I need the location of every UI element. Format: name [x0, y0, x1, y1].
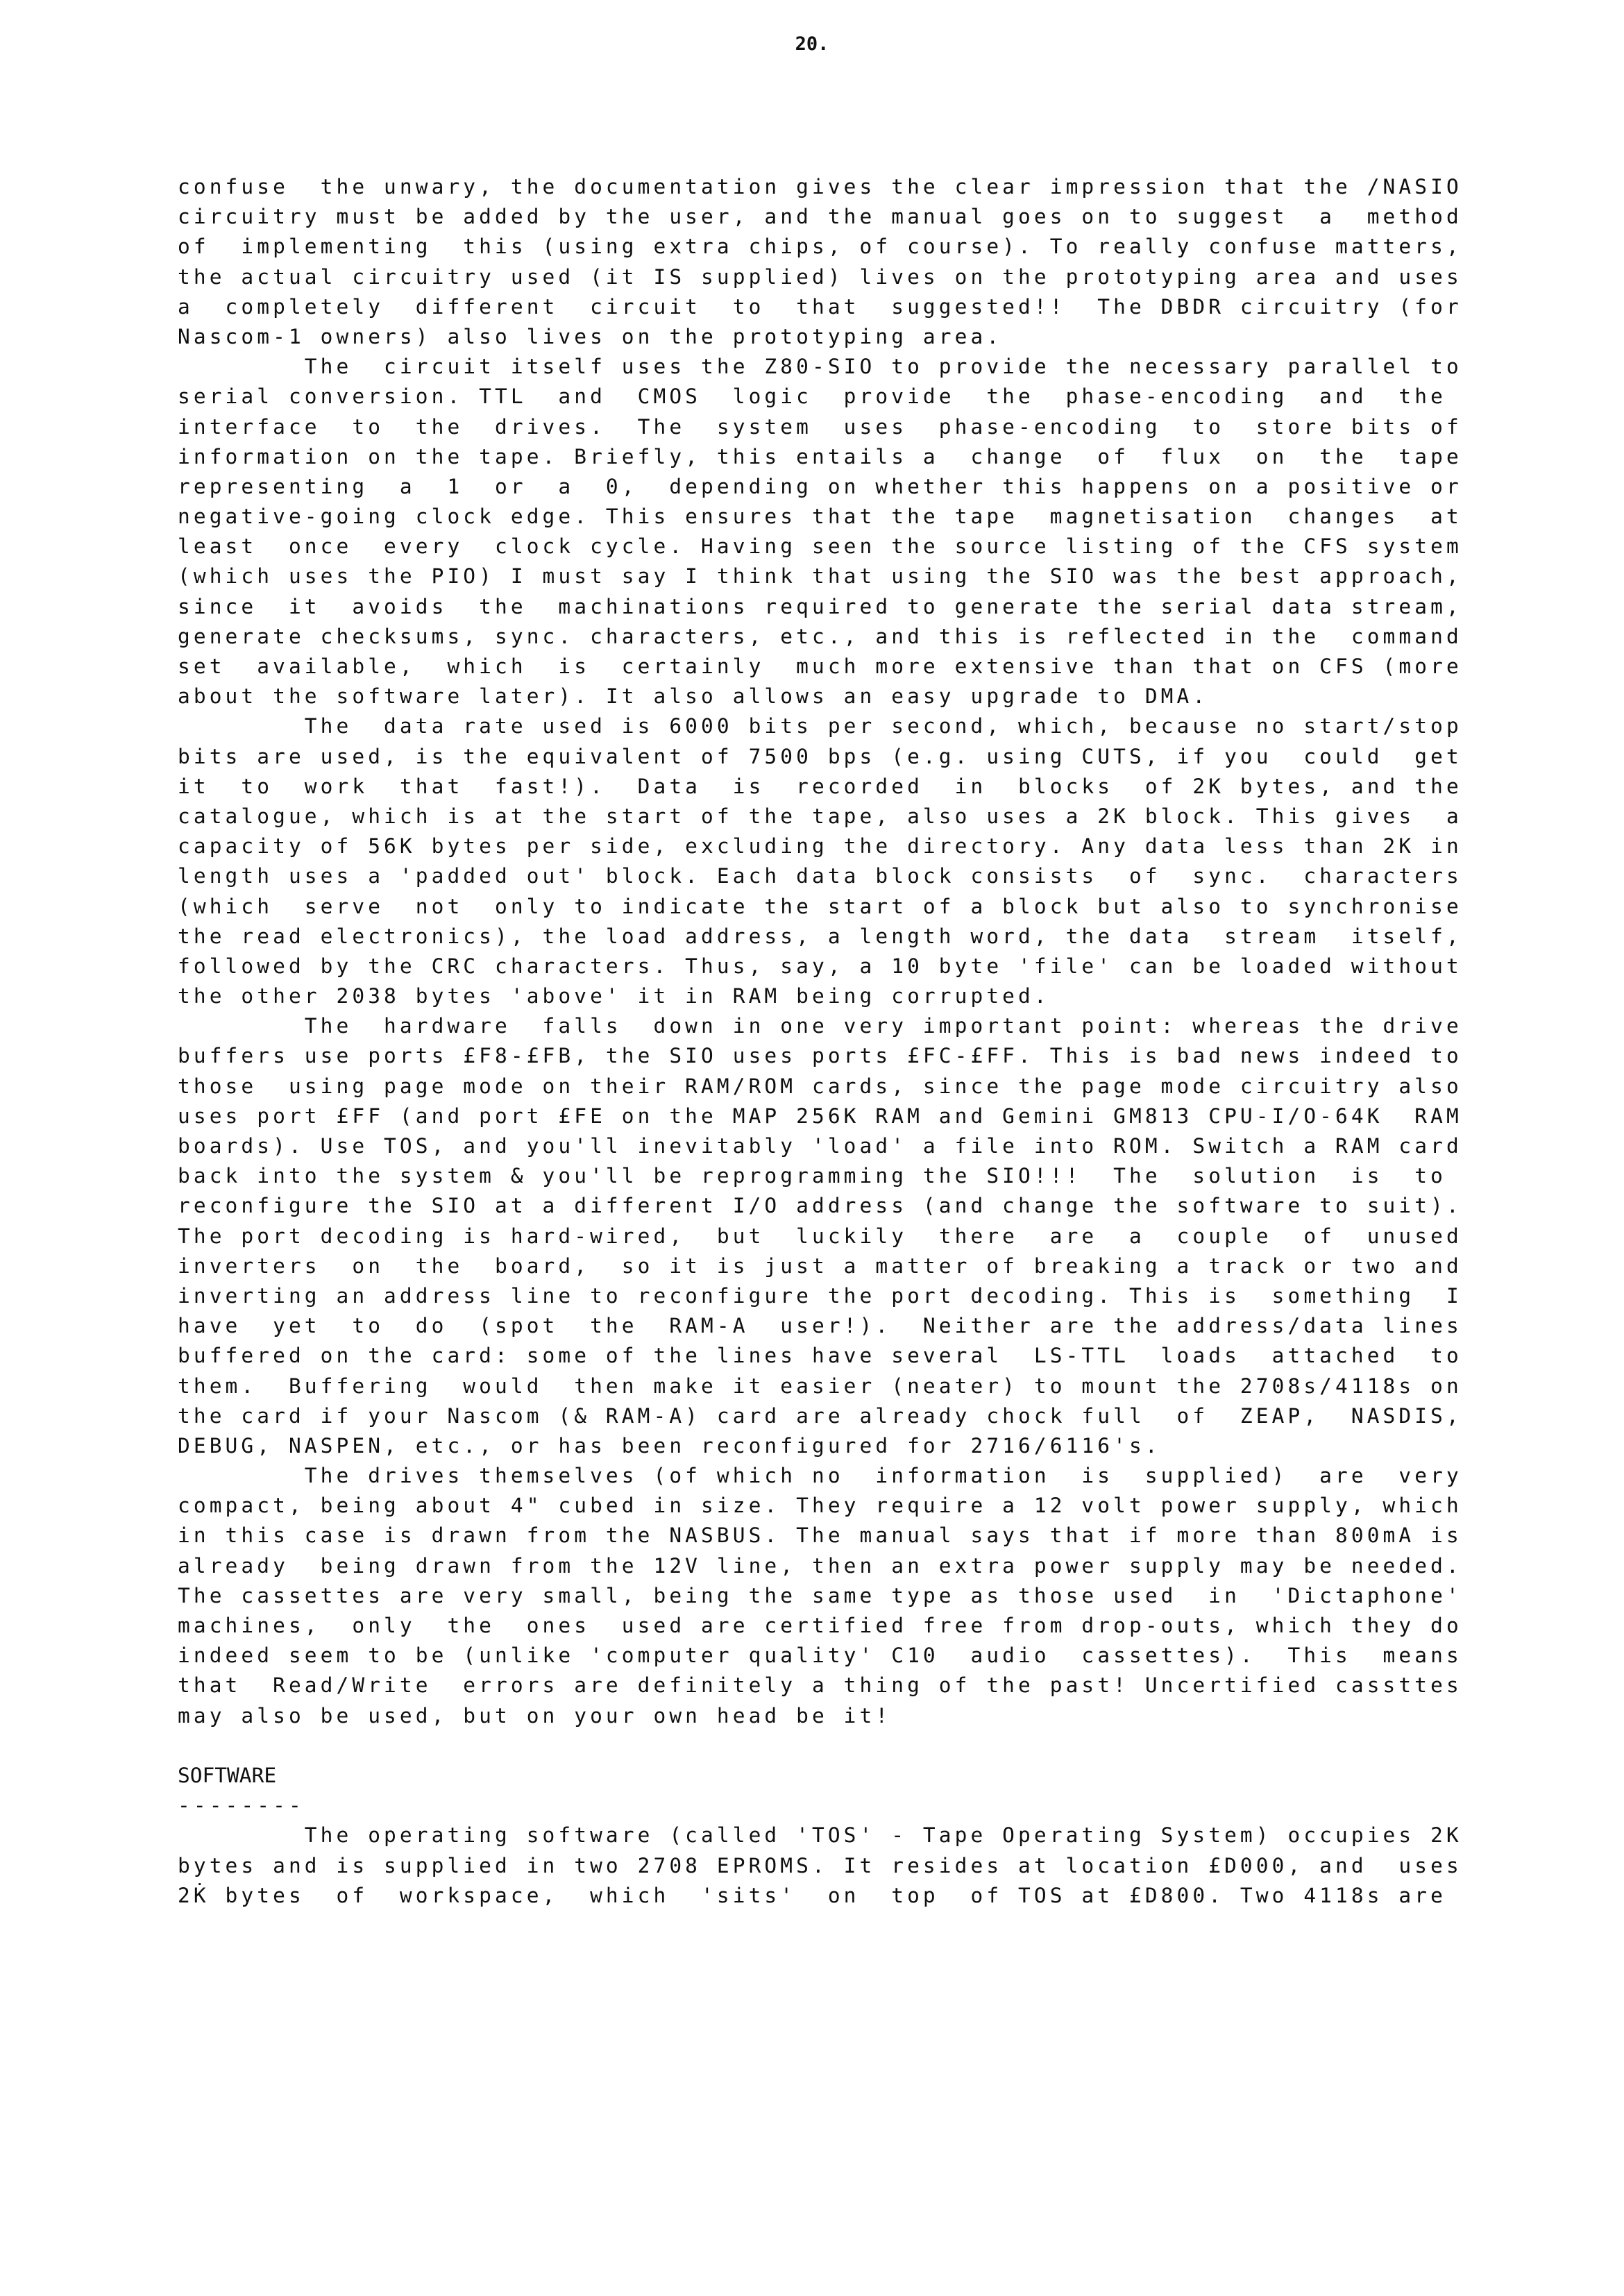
text-line: followed by the CRC characters. Thus, say, a 10 byte 'file' can be loaded without — [178, 954, 1462, 978]
text-line: back into the system & you'll be reprogramming the SIO!!! The solution is to — [178, 1164, 1446, 1188]
text-line: set available, which is certainly much more extensive than that on CFS (more — [178, 655, 1462, 678]
text-line: the actual circuitry used (it IS supplied) lives on the prototyping area and uses — [178, 264, 1462, 289]
paragraph-hardware — [178, 1011, 1462, 1461]
text-line: generate checksums, sync. characters, etc., and this is reflected in the command — [178, 624, 1462, 648]
text-line: 2K̇ bytes of workspace, which 'sits' on top of TOS at £D800. Two 4118s are — [178, 1883, 1446, 1907]
text-line: least once every clock cycle. Having seen the source listing of the CFS system — [178, 534, 1462, 559]
text-line: interface to the drives. The system uses phase-encoding to store bits of — [178, 414, 1462, 439]
text-line: representing a 1 or a 0, depending on whether this happens on a positive or — [178, 474, 1462, 498]
text-line: already being drawn from the 12V line, then an extra power supply may be needed. — [178, 1553, 1462, 1578]
text-line: uses port £FF (and port £FE on the MAP 256K RAM and Gemini GM813 CPU-I/O-64K RAM — [178, 1104, 1462, 1128]
body-text-block — [178, 172, 1462, 1911]
text-line: The port decoding is hard-wired, but luckily there are a couple of unused — [178, 1224, 1462, 1248]
text-line: catalogue, which is at the start of the tape, also uses a 2K block. This gives a — [178, 804, 1462, 828]
text-line: length uses a 'padded out' block. Each data block consists of sync. characters — [178, 864, 1462, 888]
paragraph-circuit — [178, 352, 1462, 711]
text-line: may also be used, but on your own head be it! — [178, 1703, 892, 1728]
text-line: bits are used, is the equivalent of 7500 bps (e.g. using CUTS, if you could get — [178, 744, 1462, 768]
paragraph-drives — [178, 1461, 1462, 1731]
text-line: Nascom-1 owners) also lives on the prototyping area. — [178, 324, 1003, 348]
text-line: compact, being about 4" cubed in size. They require a 12 volt power supply, which — [178, 1494, 1462, 1518]
text-line: that Read/Write errors are definitely a thing of the past! Uncertified cassttes — [178, 1673, 1462, 1698]
text-line: in this case is drawn from the NASBUS. The manual says that if more than 800mA is — [178, 1523, 1462, 1548]
text-line: (which serve not only to indicate the start of a block but also to synchronise — [178, 894, 1462, 918]
text-line: inverting an address line to reconfigure the port decoding. This is something I — [178, 1283, 1462, 1308]
text-line: them. Buffering would then make it easier (neater) to mount the 2708s/4118s on — [178, 1374, 1462, 1398]
text-line: the other 2038 bytes 'above' it in RAM being corrupted. — [178, 984, 1050, 1008]
text-line: buffers use ports £F8-£FB, the SIO uses ports £FC-£FF. This is bad news indeed to — [178, 1044, 1462, 1068]
text-line: bytes and is supplied in two 2708 EPROMS. It resides at location £D000, and uses — [178, 1853, 1462, 1877]
text-line: buffered on the card: some of the lines have several LS-TTL loads attached to — [178, 1344, 1462, 1368]
text-line: The data rate used is 6000 bits per second, which, because no start/stop — [178, 714, 1462, 738]
page-number: 20. — [795, 33, 829, 55]
text-line: boards). Use TOS, and you'll inevitably 'load' a file into ROM. Switch a RAM card — [178, 1134, 1462, 1158]
text-line: capacity of 56K bytes per side, excluding the directory. Any data less than 2K in — [178, 834, 1462, 859]
section-heading-software: SOFTWARE — [178, 1763, 277, 1787]
text-line: since it avoids the machinations required to generate the serial data stream, — [178, 594, 1462, 618]
text-line: The cassettes are very small, being the same type as those used in 'Dictaphone' — [178, 1583, 1462, 1607]
text-line: the card if your Nascom (& RAM-A) card are already chock full of ZEAP, NASDIS, — [178, 1403, 1462, 1428]
text-line: The drives themselves (of which no information is supplied) are very — [178, 1464, 1462, 1488]
text-line: indeed seem to be (unlike 'computer quality' C10 audio cassettes). This means — [178, 1644, 1462, 1668]
text-line: DEBUG, NASPEN, etc., or has been reconfigured for 2716/6116's. — [178, 1433, 1161, 1458]
text-line: The operating software (called 'TOS' - Tape Operating System) occupies 2K — [178, 1823, 1462, 1848]
text-line: the read electronics), the load address, a length word, the data stream itself, — [178, 924, 1462, 948]
blank-line — [178, 1731, 1446, 1761]
section-heading-underline: -------- — [178, 1793, 305, 1818]
text-line: of implementing this (using extra chips, of course). To really confuse matters, — [178, 235, 1462, 259]
text-line: The hardware falls down in one very important point: whereas the drive — [178, 1014, 1462, 1038]
text-line: about the software later). It also allows an easy upgrade to DMA. — [178, 684, 1209, 709]
text-line: reconfigure the SIO at a different I/O address (and change the software to suit). — [178, 1194, 1462, 1218]
text-line: confuse the unwary, the documentation gives the clear impression that the /NASIO — [178, 175, 1462, 199]
text-line: it to work that fast!). Data is recorded in blocks of 2K bytes, and the — [178, 774, 1462, 798]
text-line: have yet to do (spot the RAM-A user!). Neither are the address/data lines — [178, 1314, 1462, 1338]
text-line: (which uses the PIO) I must say I think that using the SIO was the best approach, — [178, 564, 1462, 589]
text-line: machines, only the ones used are certified free from drop-outs, which they do — [178, 1614, 1462, 1637]
text-line: The circuit itself uses the Z80-SIO to provide the necessary parallel to — [178, 355, 1462, 379]
text-line: circuitry must be added by the user, and the manual goes on to suggest a method — [178, 205, 1462, 229]
text-line: information on the tape. Briefly, this entails a change of flux on the tape — [178, 444, 1462, 469]
paragraph-data-rate — [178, 711, 1462, 1011]
text-line: those using page mode on their RAM/ROM cards, since the page mode circuitry also — [178, 1074, 1462, 1098]
paragraph-software — [178, 1821, 1462, 1911]
text-line: serial conversion. TTL and CMOS logic provide the phase-encoding and the — [178, 385, 1446, 409]
text-line: negative-going clock edge. This ensures that the tape magnetisation changes at — [178, 505, 1462, 529]
text-line: a completely different circuit to that suggested!! The DBDR circuitry (for — [178, 294, 1462, 319]
paragraph-confuse — [178, 172, 1462, 352]
text-line: inverters on the board, so it is just a matter of breaking a track or two and — [178, 1253, 1462, 1278]
